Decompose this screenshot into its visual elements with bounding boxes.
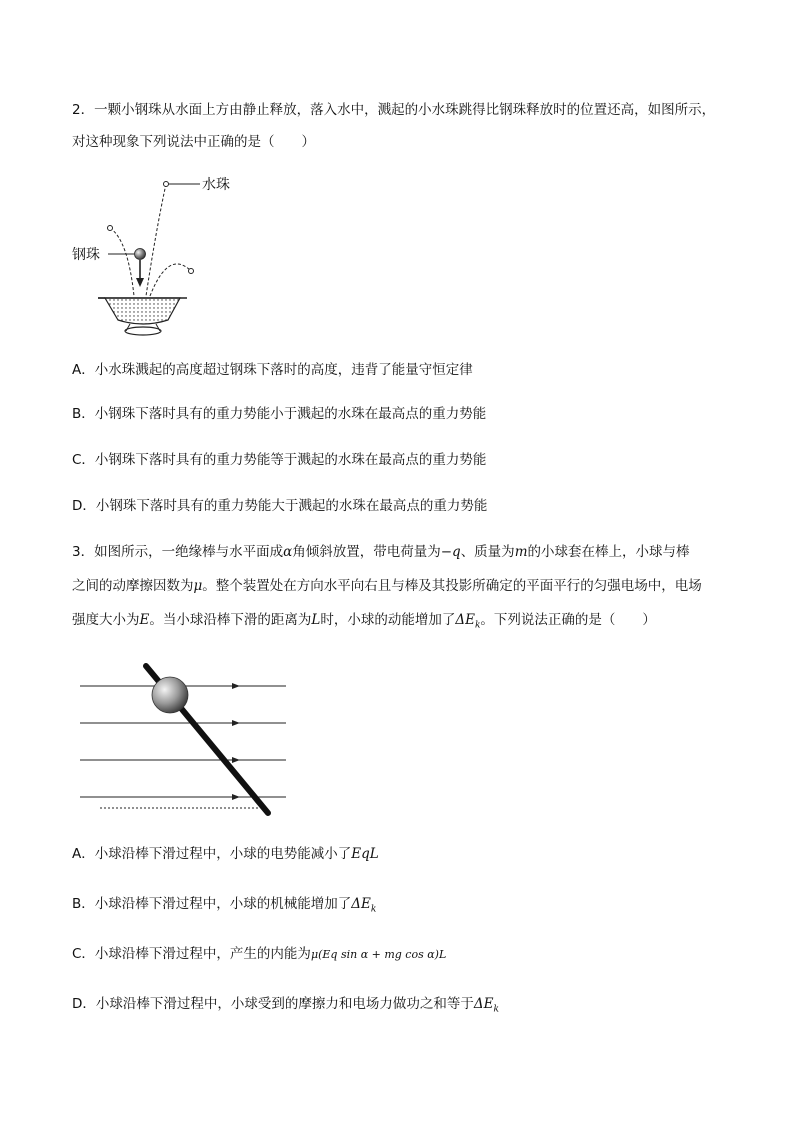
charged-ball <box>152 677 188 713</box>
q2-stem-line1: 2．一颗小钢珠从水面上方由静止释放，落入水中，溅起的小水珠跳得比钢珠释放时的位置还高，如图所示， <box>72 102 716 118</box>
q2-option-b: B．小钢珠下落时具有的重力势能小于溅起的水珠在最高点的重力势能 <box>72 406 487 422</box>
q3-stem-line1: 3．如图所示，一绝缘棒与水平面成α角倾斜放置，带电荷量为−q、质量为m的小球套在棒上，小球与棒 <box>72 544 690 560</box>
left-splash-path <box>110 228 134 296</box>
right-splash-path <box>150 264 190 296</box>
q3-option-d: D．小球沿棒下滑过程中，小球受到的摩擦力和电场力做功之和等于$\Delta E_k$ <box>72 996 499 1015</box>
water-drop-right <box>189 269 194 274</box>
q2-option-c: C．小钢珠下落时具有的重力势能等于溅起的水珠在最高点的重力势能 <box>72 452 487 468</box>
q2-option-d: D．小钢珠下落时具有的重力势能大于溅起的水珠在最高点的重力势能 <box>72 498 488 514</box>
q2-option-a: A．小水珠溅起的高度超过钢珠下落时的高度，违背了能量守恒定律 <box>72 362 473 378</box>
down-arrow-icon <box>136 278 144 287</box>
q2-stem-line2: 对这种现象下列说法中正确的是（ ） <box>72 134 315 150</box>
q3-option-b: B．小球沿棒下滑过程中，小球的机械能增加了$\Delta E_k$ <box>72 896 377 915</box>
bowl <box>105 298 180 324</box>
tall-splash-path <box>146 184 166 296</box>
q3-option-a: A．小球沿棒下滑过程中，小球的电势能减小了EqL <box>72 846 379 862</box>
q3-option-c: C．小球沿棒下滑过程中，产生的内能为μ(Eq sin α + mg cos α)L <box>72 946 447 962</box>
label-steel-ball: 钢珠 <box>72 247 100 263</box>
water-drop-left <box>108 226 113 231</box>
water-drop-top <box>164 182 169 187</box>
q3-stem-line3: 强度大小为E。当小球沿棒下滑的距离为L时，小球的动能增加了$\Delta E_k$。下列说法正确的是（ ） <box>72 612 656 631</box>
q3-stem-line2: 之间的动摩擦因数为μ。整个装置处在方向水平向右且与棒及其投影所确定的平面平行的匀强电场中，电场 <box>72 578 702 594</box>
q2-figure <box>60 170 260 345</box>
q3-figure <box>78 658 290 818</box>
steel-ball <box>135 249 146 260</box>
label-water-drop: 水珠 <box>202 177 230 193</box>
